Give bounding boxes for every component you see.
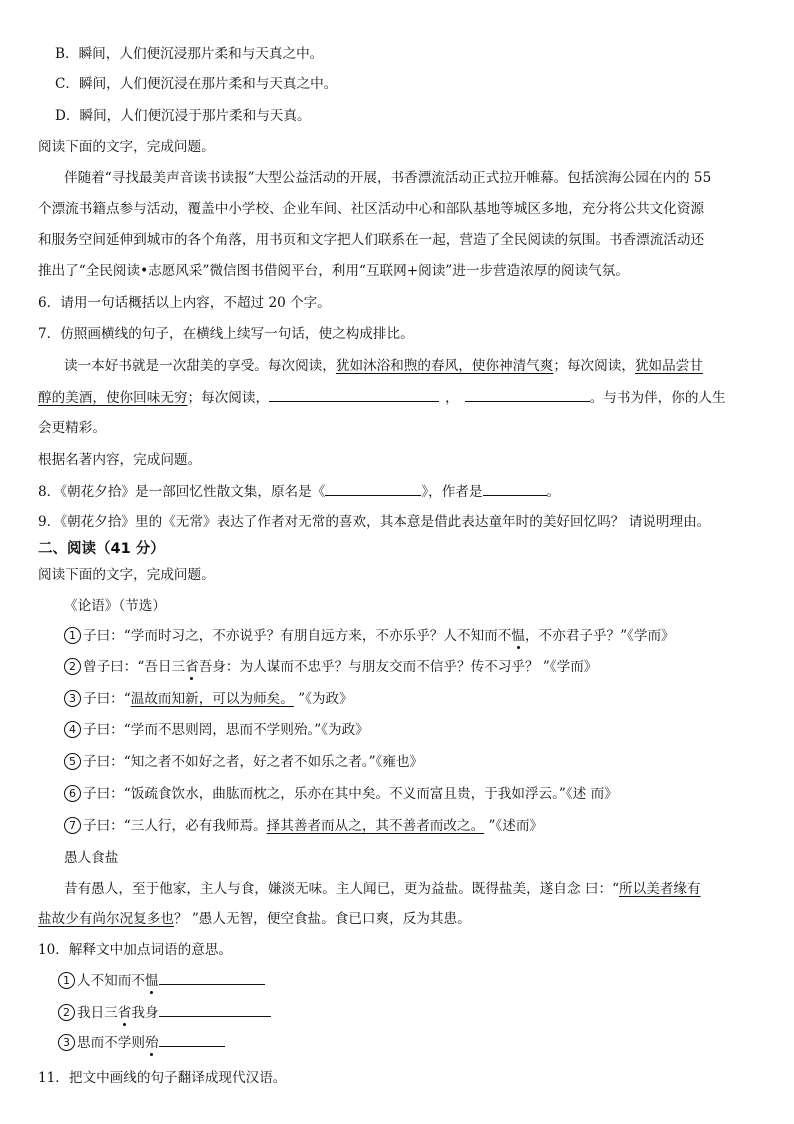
- answer-blank[interactable]: [465, 387, 590, 402]
- circled-number: 6: [64, 785, 81, 802]
- dotted-char: 愠: [511, 628, 525, 644]
- question-10: 10．解释文中加点词语的意思。: [38, 942, 233, 958]
- answer-blank[interactable]: [159, 970, 265, 985]
- passage-line: 和服务空间延伸到城市的各个角落，用书页和文字把人们联系在一起，营造了全民阅读的氛围。书香漂流活动还: [38, 232, 705, 248]
- answer-blank[interactable]: [159, 1002, 271, 1017]
- instruction-read-1: 阅读下面的文字，完成问题。: [38, 139, 215, 155]
- underlined-sentence: 温故而知新，可以为师矣。: [130, 691, 294, 707]
- passage-line: 伴随着“寻找最美声音读书读报”大型公益活动的开展，书香漂流活动正式拉开帷幕。包括滨海公园在内的 55: [64, 170, 712, 186]
- answer-blank[interactable]: [269, 387, 439, 402]
- question-6: 6．请用一句话概括以上内容，不超过 20 个字。: [38, 295, 331, 311]
- lunyu-item: 4 子曰：“学而不思则罔，思而不学则殆。”《为政》: [64, 720, 369, 740]
- circled-number: 1: [58, 972, 75, 989]
- circled-number: 2: [58, 1004, 75, 1021]
- answer-blank[interactable]: [325, 481, 421, 496]
- dotted-char: 愠: [144, 973, 159, 989]
- q7-text-line-3: 会更精彩。: [38, 420, 106, 436]
- circled-number: 1: [64, 627, 81, 644]
- question-8: 8．《朝花夕拾》是一部回忆性散文集，原名是《 》，作者是 。: [38, 481, 560, 502]
- q10-item: 1 人不知而不愠: [58, 970, 265, 991]
- underlined-sentence: 犹如品尝甘: [634, 358, 703, 374]
- dotted-char: 省: [185, 659, 199, 675]
- instruction-classics: 根据名著内容，完成问题。: [38, 452, 202, 468]
- option-b: B．瞬间，人们便沉浸那片柔和与天真之中。: [55, 46, 324, 62]
- lunyu-item: 1 子曰：“学而时习之，不亦说乎？有朋自远方来，不亦乐乎？人不知而不愠，不亦君子乎？”《学而》: [64, 626, 675, 646]
- option-c: C．瞬间，人们便沉浸在那片柔和与天真之中。: [55, 76, 338, 92]
- circled-number: 7: [64, 817, 81, 834]
- question-11: 11．把文中画线的句子翻译成现代汉语。: [38, 1070, 287, 1086]
- circled-number: 4: [64, 721, 81, 738]
- passage-line: 个漂流书籍点参与活动，覆盖中小学校、企业车间、社区活动中心和部队基地等城区多地，充分将公共文化资源: [38, 201, 705, 217]
- circled-number: 5: [64, 753, 81, 770]
- underlined-sentence: 择其善者而从之，其不善者而改之。: [266, 818, 485, 834]
- answer-blank[interactable]: [483, 481, 547, 496]
- q10-item: 3 思而不学则殆: [58, 1032, 225, 1053]
- story-line-1: 昔有愚人，至于他家，主人与食，嫌淡无味。主人闻已，更为益盐。既得盐美，遂自念 曰：“所以美者缘有: [64, 881, 701, 897]
- underlined-sentence: 盐故少有尚尔况复多也: [38, 911, 174, 927]
- section-heading-reading: 二、阅读（41 分）: [38, 541, 165, 557]
- dotted-char: 省: [117, 1005, 132, 1021]
- story-title: 愚人食盐: [64, 850, 119, 866]
- lunyu-item: 6 子曰：“饭疏食饮水，曲肱而枕之，乐亦在其中矣。不义而富且贵，于我如浮云。”《述 而》: [64, 784, 618, 804]
- option-d: D．瞬间，人们便沉浸于那片柔和与天真。: [55, 108, 311, 124]
- question-9: 9．《朝花夕拾》里的《无常》表达了作者对无常的喜欢，其本意是借此表达童年时的美好回忆吗？ 请说明理由。: [38, 514, 711, 530]
- lunyu-item: 7 子曰：“三人行，必有我师焉。择其善者而从之，其不善者而改之。 ”《述而》: [64, 816, 543, 836]
- instruction-read-2: 阅读下面的文字，完成问题。: [38, 567, 215, 583]
- lunyu-item: 3 子曰：“温故而知新，可以为师矣。 ”《为政》: [64, 689, 353, 709]
- underlined-sentence: 所以美者缘有: [619, 881, 701, 897]
- lunyu-item: 5 子曰：“知之者不如好之者，好之者不如乐之者。”《雍也》: [64, 752, 423, 772]
- story-line-2: 盐故少有尚尔况复多也？ ”愚人无智，便空食盐。食已口爽，反为其患。: [38, 911, 471, 927]
- lunyu-title: 《论语》（节选）: [64, 598, 166, 614]
- lunyu-item: 2 曾子曰：“吾日三省吾身：为人谋而不忠乎？与朋友交而不信乎？传不习乎？ ”《学而》: [64, 657, 597, 677]
- underlined-sentence: 醇的美酒，使你回味无穷: [38, 390, 188, 406]
- question-7: 7．仿照画横线的句子，在横线上续写一句话，使之构成排比。: [38, 326, 414, 342]
- circled-number: 3: [58, 1034, 75, 1051]
- q7-text-line-1: 读一本好书就是一次甜美的享受。每次阅读，犹如沐浴和煦的春风，使你神清气爽；每次阅读，犹如品尝甘: [64, 358, 703, 374]
- q7-text-line-2: 醇的美酒，使你回味无穷；每次阅读， ， 。与书为伴，你的人生: [38, 387, 726, 408]
- answer-blank[interactable]: [159, 1032, 225, 1047]
- circled-number: 2: [64, 658, 81, 675]
- circled-number: 3: [64, 690, 81, 707]
- passage-line: 推出了“全民阅读•志愿风采”微信图书借阅平台，利用“互联网+阅读”进一步营造浓厚的阅读气氛。: [38, 263, 629, 279]
- underlined-sentence: 犹如沐浴和煦的春风，使你神清气爽: [335, 358, 554, 374]
- q10-item: 2 我日三省我身: [58, 1002, 271, 1023]
- dotted-char: 殆: [144, 1035, 159, 1051]
